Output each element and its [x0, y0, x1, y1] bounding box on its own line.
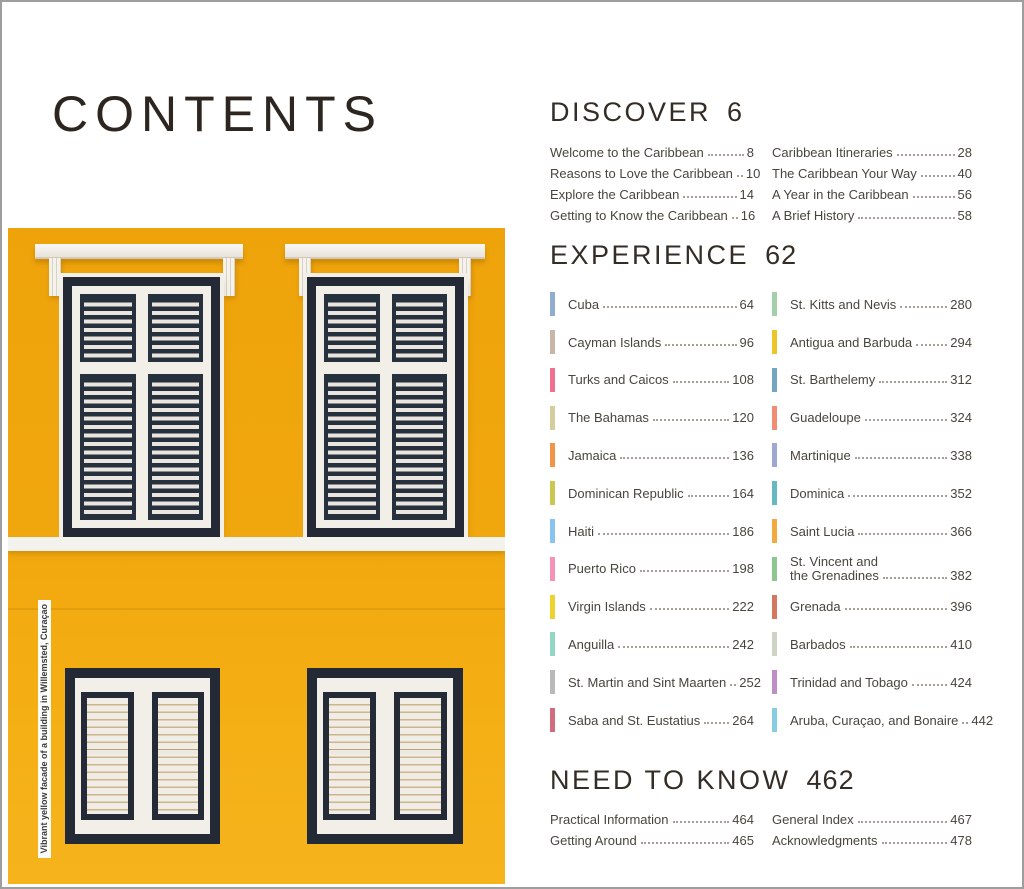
dot-leader — [730, 684, 736, 686]
toc-entry-label: St. Barthelemy — [790, 372, 876, 388]
toc-entry-label: Dominican Republic — [568, 485, 684, 501]
toc-entry — [550, 588, 754, 626]
toc-entry-label: Getting to Know the Caribbean — [550, 208, 728, 224]
toc-entry-label: A Brief History — [772, 208, 855, 224]
cornice-bracket — [49, 258, 61, 296]
toc-entry-page: 324 — [950, 410, 972, 426]
toc-entry — [550, 181, 754, 202]
category-color-bar — [772, 292, 777, 316]
category-color-bar — [772, 595, 777, 619]
toc-entry-label: Anguilla — [568, 636, 615, 652]
toc-entry-page: 40 — [957, 166, 972, 182]
window-shutter — [148, 374, 204, 520]
window-shutter — [392, 294, 448, 362]
dot-leader — [858, 217, 954, 219]
toc-entry — [772, 285, 972, 323]
category-color-bar — [550, 595, 555, 619]
toc-entry-page: 312 — [950, 372, 972, 388]
toc-entry-page: 352 — [950, 485, 972, 501]
dot-leader — [855, 457, 948, 459]
toc-entry-page: 252 — [739, 674, 761, 690]
toc-entry — [550, 474, 754, 512]
toc-entry-label: Trinidad and Tobago — [790, 674, 908, 690]
facade-seam-line — [8, 608, 505, 610]
toc-entry-label: Aruba, Curaçao, and Bonaire — [790, 712, 959, 728]
toc-entry-label: Haiti — [568, 523, 595, 539]
facade-photo — [8, 228, 505, 884]
toc-entry-page: 264 — [732, 712, 754, 728]
dot-leader — [732, 217, 738, 219]
window-upper-right — [307, 277, 464, 537]
category-color-bar — [550, 406, 555, 430]
toc-entry-label: Practical Information — [550, 812, 669, 828]
window-shutter — [148, 294, 204, 362]
window-lower-left — [65, 668, 220, 844]
section-title — [550, 764, 972, 796]
toc-entry-page: 366 — [950, 523, 972, 539]
category-color-bar — [550, 519, 555, 543]
toc-entry-label: Jamaica — [568, 447, 617, 463]
dot-leader — [858, 533, 947, 535]
toc-entry — [550, 701, 754, 739]
toc-entry-label: Cuba — [568, 296, 600, 312]
window-cornice — [35, 244, 243, 259]
dot-leader — [850, 646, 948, 648]
dot-leader — [641, 842, 730, 844]
dot-leader — [858, 821, 948, 823]
dot-leader — [879, 381, 947, 383]
category-color-bar — [550, 632, 555, 656]
toc-entry — [772, 139, 972, 160]
toc-entry — [772, 202, 972, 223]
toc-entry-label: St. Vincent and — [790, 553, 878, 569]
toc-entry-page: 396 — [950, 599, 972, 615]
category-color-bar — [550, 292, 555, 316]
category-color-bar — [772, 406, 777, 430]
dot-leader — [865, 419, 947, 421]
facade-white-band — [8, 537, 505, 551]
category-color-bar — [550, 481, 555, 505]
page-title: CONTENTS — [52, 86, 383, 142]
toc-entry-page: 410 — [950, 636, 972, 652]
photo-caption: Vibrant yellow facade of a building in Willemsted, Curaçao — [39, 604, 49, 854]
toc-entry-page: 338 — [950, 447, 972, 463]
toc-entry-label: the Grenadines — [790, 567, 879, 583]
section-start-page: 462 — [806, 765, 855, 795]
category-color-bar — [772, 557, 777, 581]
toc-entry — [550, 139, 754, 160]
toc-entry-page: 120 — [732, 410, 754, 426]
dot-leader — [883, 577, 947, 579]
toc-column — [772, 285, 994, 739]
cornice-bracket — [223, 258, 235, 296]
photo-caption-strip — [38, 600, 51, 858]
toc-entry-page: 16 — [740, 208, 756, 224]
section-title-text: NEED TO KNOW — [550, 765, 791, 795]
toc-entry-label: The Bahamas — [568, 410, 649, 426]
toc-entry-page: 442 — [971, 712, 994, 728]
window-cornice — [285, 244, 485, 259]
dot-leader — [962, 722, 968, 724]
toc-entry-page: 64 — [739, 296, 754, 312]
toc-column — [550, 285, 761, 739]
window-shutter — [80, 294, 136, 362]
toc-entry — [772, 399, 972, 437]
window-shutter — [324, 374, 380, 520]
toc-entry-label: Turks and Caicos — [568, 372, 669, 388]
toc-entry-page: 96 — [739, 334, 754, 350]
toc-column — [550, 139, 761, 224]
category-color-bar — [550, 708, 555, 732]
toc-entry — [772, 701, 994, 739]
toc-entry-page: 467 — [950, 812, 972, 828]
toc-column — [772, 806, 972, 848]
category-color-bar — [772, 708, 777, 732]
toc-entry-page: 10 — [745, 166, 761, 182]
section-title — [550, 96, 972, 128]
dot-leader — [640, 570, 729, 572]
dot-leader — [916, 344, 947, 346]
toc-entry-page: 14 — [739, 187, 754, 203]
toc-entry — [772, 626, 972, 664]
toc-entry-page: 382 — [950, 567, 972, 583]
dot-leader — [708, 154, 744, 156]
category-color-bar — [772, 443, 777, 467]
toc-entry — [550, 550, 754, 588]
dot-leader — [900, 306, 947, 308]
toc-entry — [550, 285, 754, 323]
category-color-bar — [550, 330, 555, 354]
dot-leader — [650, 608, 729, 610]
dot-leader — [882, 842, 948, 844]
window-shutter — [392, 374, 448, 520]
dot-leader — [620, 457, 729, 459]
toc-entry-label: Cayman Islands — [568, 334, 662, 350]
window-shutter — [81, 692, 134, 820]
dot-leader — [737, 175, 743, 177]
toc-entry-page: 222 — [732, 599, 754, 615]
window-shutter — [394, 692, 447, 820]
window-upper-left — [63, 277, 220, 537]
category-color-bar — [550, 557, 555, 581]
category-color-bar — [772, 481, 777, 505]
toc-entry — [550, 806, 754, 827]
category-color-bar — [772, 330, 777, 354]
toc-entry — [550, 323, 754, 361]
section-need-to-know — [550, 764, 972, 848]
toc-entry-label: St. Martin and Sint Maarten — [568, 674, 727, 690]
toc-entry — [772, 512, 972, 550]
section-title — [550, 239, 972, 271]
toc-entry — [772, 361, 972, 399]
section-discover — [550, 96, 972, 223]
dot-leader — [598, 533, 729, 535]
dot-leader — [603, 306, 736, 308]
section-title-text: DISCOVER — [550, 97, 712, 127]
dot-leader — [912, 684, 947, 686]
toc-entry — [772, 437, 972, 475]
toc-entry-label: Grenada — [790, 599, 841, 615]
toc-entry-label: General Index — [772, 812, 854, 828]
toc-entry-label: Antigua and Barbuda — [790, 334, 913, 350]
toc-entry-label: Explore the Caribbean — [550, 187, 680, 203]
toc-entry-label: Virgin Islands — [568, 599, 646, 615]
section-experience — [550, 239, 994, 739]
section-title-text: EXPERIENCE — [550, 240, 750, 270]
dot-leader — [845, 608, 948, 610]
toc-entry-label: Barbados — [790, 636, 846, 652]
category-color-bar — [772, 632, 777, 656]
toc-entry-page: 294 — [950, 334, 972, 350]
dot-leader — [673, 381, 730, 383]
window-shutter — [324, 294, 380, 362]
toc-entry-page: 465 — [732, 833, 754, 849]
toc-entry-page: 186 — [732, 523, 754, 539]
dot-leader — [897, 154, 955, 156]
toc-entry-page: 8 — [746, 145, 754, 161]
toc-entry-label: Welcome to the Caribbean — [550, 145, 704, 161]
category-color-bar — [550, 368, 555, 392]
toc-entry-page: 242 — [732, 636, 754, 652]
dot-leader — [704, 722, 729, 724]
window-shutter — [152, 692, 205, 820]
toc-entry-page: 478 — [950, 833, 972, 849]
category-color-bar — [772, 368, 777, 392]
toc-entry — [772, 323, 972, 361]
toc-entry — [550, 663, 761, 701]
toc-entry — [550, 437, 754, 475]
toc-entry — [772, 550, 972, 588]
toc-entry — [550, 160, 761, 182]
dot-leader — [688, 495, 730, 497]
dot-leader — [673, 821, 730, 823]
dot-leader — [848, 495, 947, 497]
toc-entry — [772, 588, 972, 626]
toc-entry — [772, 663, 972, 701]
toc-entry-label: Saba and St. Eustatius — [568, 712, 701, 728]
dot-leader — [913, 196, 955, 198]
toc-entry — [550, 512, 754, 550]
toc-entry-label: Dominica — [790, 485, 845, 501]
toc-entry — [772, 181, 972, 202]
toc-entry — [772, 806, 972, 827]
toc-entry-label: Getting Around — [550, 833, 637, 849]
window-lower-right — [307, 668, 463, 844]
toc-entry-page: 108 — [732, 372, 754, 388]
window-shutter — [80, 374, 136, 520]
toc-entry-label: Puerto Rico — [568, 561, 636, 577]
toc-entry-label: Guadeloupe — [790, 410, 861, 426]
toc-entry — [550, 202, 754, 223]
toc-entry-label: Caribbean Itineraries — [772, 145, 893, 161]
toc-entry — [772, 827, 972, 848]
category-color-bar — [550, 670, 555, 694]
toc-entry — [550, 827, 754, 848]
toc-entry-page: 164 — [732, 485, 754, 501]
dot-leader — [683, 196, 736, 198]
toc-entry-page: 424 — [950, 674, 972, 690]
toc-entry-label: Saint Lucia — [790, 523, 855, 539]
toc-entry — [550, 399, 754, 437]
toc-entry — [772, 160, 972, 181]
section-start-page: 6 — [727, 97, 744, 127]
toc-entry-label: Reasons to Love the Caribbean — [550, 166, 733, 182]
toc-entry-label: Martinique — [790, 447, 851, 463]
toc-column — [772, 139, 972, 223]
dot-leader — [653, 419, 729, 421]
toc-column — [550, 806, 754, 848]
toc-entry — [550, 626, 754, 664]
dot-leader — [618, 646, 729, 648]
section-start-page: 62 — [765, 240, 798, 270]
toc-entry-label: A Year in the Caribbean — [772, 187, 909, 203]
toc-entry-page: 56 — [957, 187, 972, 203]
dot-leader — [665, 344, 736, 346]
toc-entry-page: 198 — [732, 561, 754, 577]
category-color-bar — [550, 443, 555, 467]
category-color-bar — [772, 519, 777, 543]
toc-entry-page: 28 — [957, 145, 972, 161]
toc-entry-label: Acknowledgments — [772, 833, 878, 849]
toc-entry — [772, 474, 972, 512]
toc-entry-page: 136 — [732, 447, 754, 463]
toc-entry — [550, 361, 754, 399]
window-shutter — [323, 692, 376, 820]
toc-entry-label: St. Kitts and Nevis — [790, 296, 897, 312]
toc-entry-page: 58 — [957, 208, 972, 224]
dot-leader — [921, 175, 955, 177]
toc-entry-page: 280 — [950, 296, 972, 312]
toc-entry-label: The Caribbean Your Way — [772, 166, 917, 182]
category-color-bar — [772, 670, 777, 694]
toc-entry-page: 464 — [732, 812, 754, 828]
